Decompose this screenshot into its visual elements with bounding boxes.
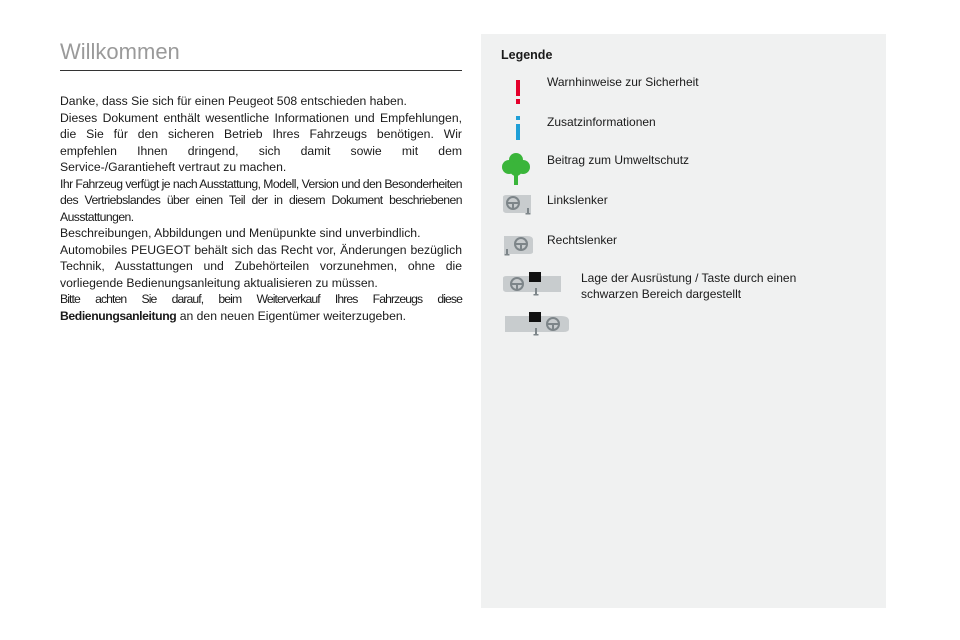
paragraph-thanks: Danke, dass Sie sich für einen Peugeot 508 entschieden haben. [60,94,407,108]
resale-text-bold: Bedienungsanleitung [60,308,177,323]
right-hand-drive-icon [501,232,535,265]
legend-label-environment: Beitrag zum Umweltschutz [547,153,690,167]
paragraph-document-info: Dieses Dokument enthält wesentliche Informationen und Empfehlungen, die Sie für den sicheren Betrieb Ihres Fahrzeugs benötigen. Wir empfehlen Ihnen dringend, sich damit sowie mit dem Service-/Garantieheft vertraut zu machen. [60,110,462,174]
welcome-text [60,93,462,324]
paragraph-non-binding: Beschreibungen, Abbildungen und Menüpunkte sind unverbindlich. [60,226,421,240]
legend-label-equipment-location [581,270,796,302]
title-divider [60,70,462,71]
paragraph-equipment: Ihr Fahrzeug verfügt je nach Ausstattung, Modell, Version und den Besonderheiten des Vertriebslandes über einen Teil der in diesem Dokument beschriebenen Ausstattungen. [60,176,462,224]
legend-item-equipment-location [481,270,886,340]
welcome-section [60,34,462,324]
legend-title: Legende [501,48,553,62]
info-icon [513,116,523,142]
legend-label-info: Zusatzinformationen [547,115,656,129]
resale-text-start: Bitte achten Sie darauf, beim Weiterverkauf Ihres Fahrzeugs diese [60,292,462,306]
legend-label-warning: Warnhinweise zur Sicherheit [547,75,699,89]
legend-label-left-hand-drive: Linkslenker [547,193,608,207]
legend-item-environment [481,152,886,188]
warning-exclamation-icon [513,80,523,106]
legend-item-warning [481,74,886,104]
legend-label-right-hand-drive: Rechtslenker [547,233,618,247]
legend-label-equipment-line2: schwarzen Bereich dargestellt [581,287,742,301]
resale-text-end: an den neuen Eigentümer weiterzugeben. [176,308,407,323]
paragraph-rights: Automobiles PEUGEOT behält sich das Recht vor, Änderungen bezüglich Technik, Ausstattungen und Zubehörteilen vorzunehmen, ohne die vorliegende Bedienungsanleitung aktualisieren zu müssen. [60,242,462,290]
legend-item-right-hand-drive [481,232,886,262]
page-title: Willkommen [60,39,180,64]
tree-icon [502,152,530,191]
legend-label-equipment-line1: Lage der Ausrüstung / Taste durch einen [581,271,797,285]
legend-item-info [481,114,886,144]
paragraph-resale [60,291,462,324]
legend-item-left-hand-drive [481,192,886,222]
left-hand-drive-icon [501,192,533,223]
legend-panel [481,34,886,608]
equipment-location-right-icon [501,310,571,345]
equipment-location-icon [501,270,571,305]
